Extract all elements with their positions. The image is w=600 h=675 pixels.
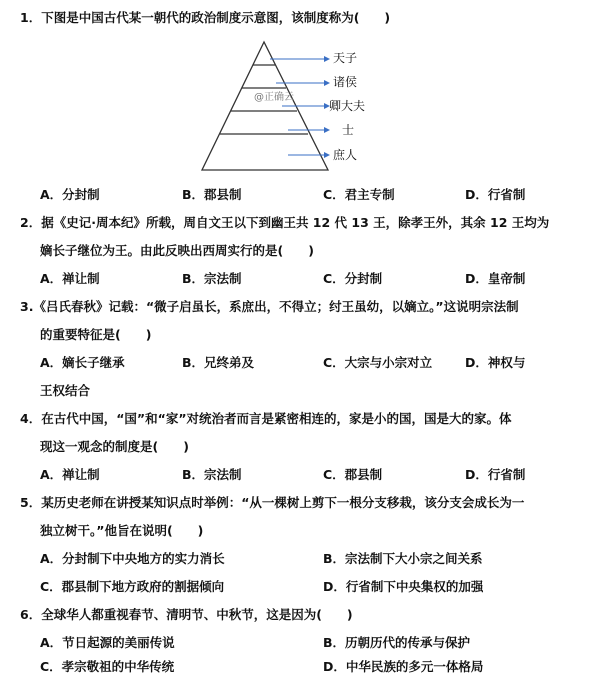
q3-option-a: A．嫡长子继承: [40, 355, 125, 370]
q2-option-b: B．宗法制: [182, 271, 242, 286]
q1-option-c: C．君主专制: [323, 187, 395, 202]
level-label-shuren: 庶人: [333, 148, 358, 162]
q1-option-a: A．分封制: [40, 187, 100, 202]
q2-option-c: C．分封制: [323, 271, 383, 286]
level-label-tianzi: 天子: [333, 51, 358, 65]
q6-option-a: A．节日起源的美丽传说: [40, 635, 175, 650]
q6-option-b: B．历朝历代的传承与保护: [323, 635, 471, 650]
question-2-stem-cont: 嫡长子继位为王。由此反映出西周实行的是( ): [40, 243, 314, 258]
q5-option-c: C．郡县制下地方政府的割据倾向: [40, 579, 225, 594]
question-4-stem: 4．在古代中国，“国”和“家”对统治者而言是紧密相连的，家是小的国，国是大的家。体: [20, 411, 512, 426]
question-5-stem: 5．某历史老师在讲授某知识点时举例：“从一棵树上剪下一根分支移栽，该分支会成长为一: [20, 495, 525, 510]
question-3-stem-cont: 的重要特征是( ): [40, 327, 152, 342]
q4-option-a: A．禅让制: [40, 467, 100, 482]
q1-option-d: D．行省制: [465, 187, 526, 202]
question-2-stem: 2．据《史记·周本纪》所载，周自文王以下到幽王共 12 代 13 王，除孝王外，其余 12 王均为: [20, 215, 550, 230]
q6-option-c: C．孝宗敬祖的中华传统: [40, 659, 175, 674]
q4-option-b: B．宗法制: [182, 467, 242, 482]
watermark-text: @正确云: [254, 92, 294, 103]
q2-option-d: D．皇帝制: [465, 271, 526, 286]
question-4-stem-cont: 现这一观念的制度是( ): [40, 439, 189, 454]
question-5-stem-cont: 独立树干。”他旨在说明( ): [40, 523, 204, 538]
q5-option-b: B．宗法制下大小宗之间关系: [323, 551, 483, 566]
level-label-qingdafu: 卿大夫: [329, 99, 366, 113]
q3-option-d: D．神权与: [465, 355, 526, 370]
q4-option-c: C．郡县制: [323, 467, 383, 482]
q5-option-a: A．分封制下中央地方的实力消长: [40, 551, 225, 566]
question-3-stem: 3.《吕氏春秋》记载：“微子启虽长，系庶出，不得立；纣王虽幼，以嫡立。”这说明宗法制: [20, 299, 519, 314]
q4-option-d: D．行省制: [465, 467, 526, 482]
q6-option-d: D．中华民族的多元一体格局: [323, 659, 484, 674]
level-label-zhuhou: 诸侯: [333, 75, 358, 89]
question-1-stem: 1．下图是中国古代某一朝代的政治制度示意图，该制度称为( ): [20, 10, 391, 25]
q3-option-c: C．大宗与小宗对立: [323, 355, 433, 370]
question-6-stem: 6．全球华人都重视春节、清明节、中秋节，这是因为( ): [20, 607, 353, 622]
q1-option-b: B．郡县制: [182, 187, 242, 202]
hierarchy-pyramid-diagram: [190, 36, 400, 176]
q2-option-a: A．禅让制: [40, 271, 100, 286]
q5-option-d: D．行省制下中央集权的加强: [323, 579, 484, 594]
q3-option-b: B．兄终弟及: [182, 355, 255, 370]
q3-option-d-wrap: 王权结合: [40, 383, 91, 398]
level-label-shi: 士: [342, 123, 355, 137]
